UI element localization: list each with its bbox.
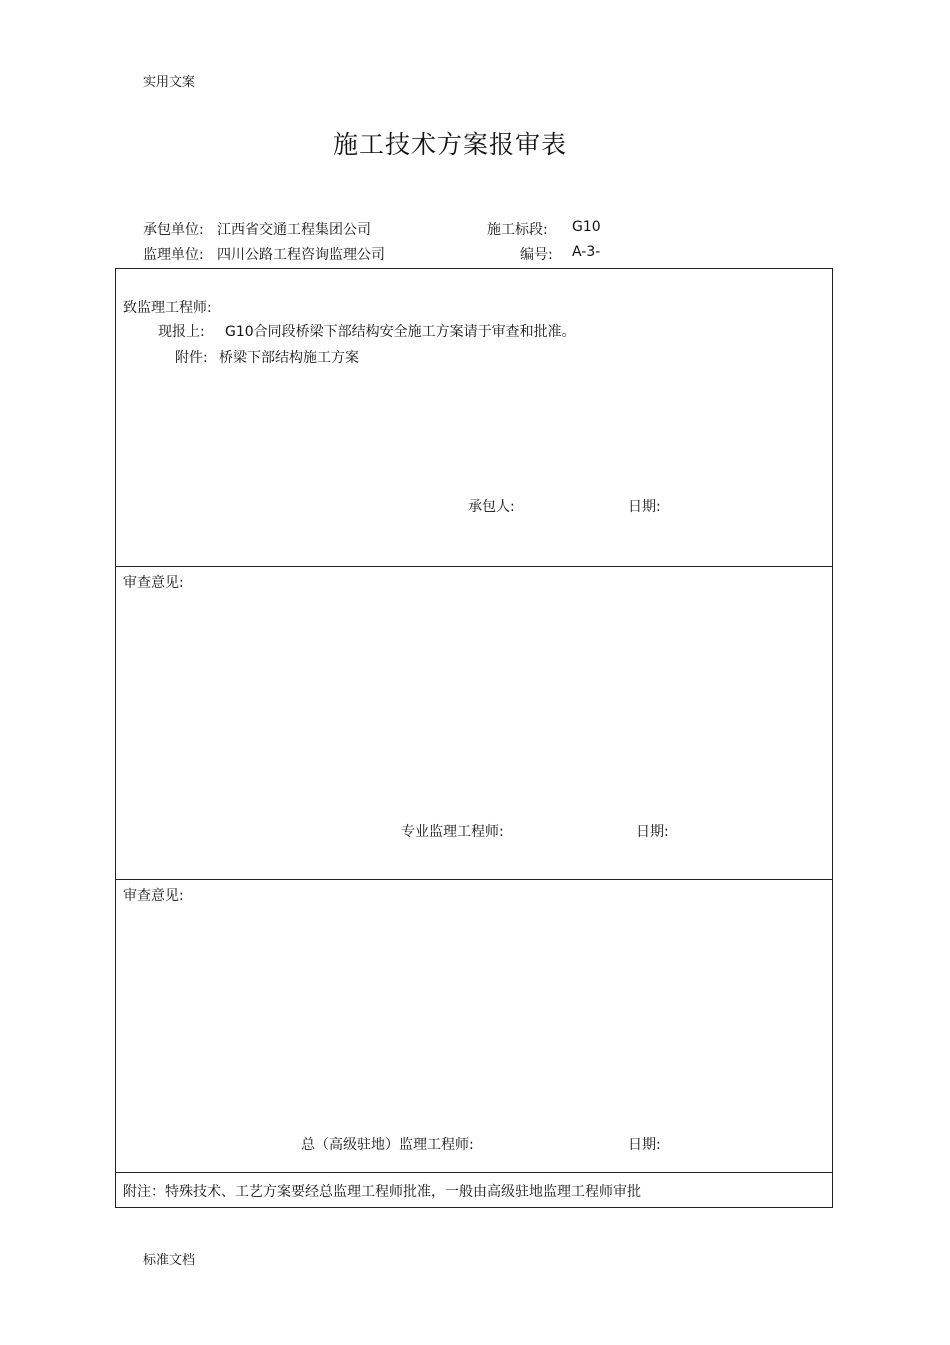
section-divider <box>116 566 832 567</box>
header-note: 实用文案 <box>143 75 196 90</box>
addressee-line: 致监理工程师: <box>123 300 212 316</box>
contractor-label: 承包单位: <box>143 222 204 238</box>
footer-note: 标准文档 <box>143 1253 196 1268</box>
report-text: G10合同段桥梁下部结构安全施工方案请于审查和批准。 <box>225 324 576 340</box>
attachment-label: 附件: <box>175 350 208 366</box>
page-title: 施工技术方案报审表 <box>332 130 567 159</box>
attachment-text: 桥梁下部结构施工方案 <box>219 350 359 366</box>
form-table <box>115 268 833 1208</box>
footnote: 附注：特殊技术、工艺方案要经总监理工程师批准，一般由高级驻地监理工程师审批 <box>123 1184 641 1200</box>
chief-date-label: 日期: <box>628 1137 661 1153</box>
report-label: 现报上: <box>158 324 205 340</box>
section-divider <box>116 879 832 880</box>
contractor-value: 江西省交通工程集团公司 <box>217 222 371 238</box>
contractor-date-label: 日期: <box>628 499 661 515</box>
section-divider <box>116 1172 832 1173</box>
number-label: 编号: <box>520 247 553 263</box>
review-opinion-label: 审查意见: <box>123 888 184 904</box>
number-value: A-3- <box>572 244 601 260</box>
section-value: G10 <box>572 219 601 235</box>
specialist-date-label: 日期: <box>636 824 669 840</box>
supervisor-label: 监理单位: <box>143 247 204 263</box>
section-label: 施工标段: <box>487 222 548 238</box>
specialist-signer-label: 专业监理工程师: <box>401 824 504 840</box>
contractor-signer-label: 承包人: <box>468 499 515 515</box>
chief-signer-label: 总（高级驻地）监理工程师: <box>301 1137 474 1153</box>
supervisor-value: 四川公路工程咨询监理公司 <box>217 247 385 263</box>
review-opinion-label: 审查意见: <box>123 575 184 591</box>
